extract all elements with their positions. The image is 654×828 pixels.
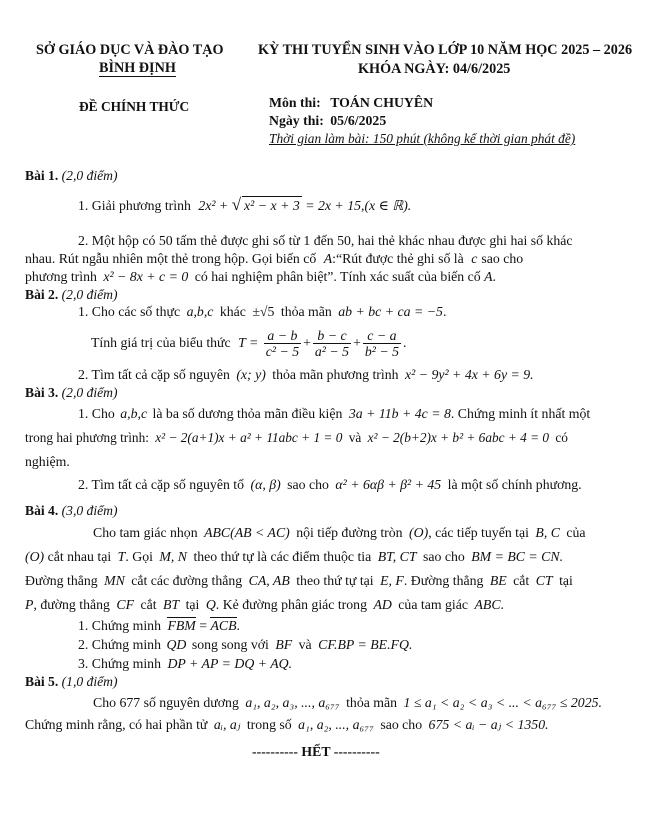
var-c: c (471, 251, 478, 266)
var-QD: QD (166, 637, 187, 652)
var-BF: BF (275, 637, 293, 652)
date-row (269, 113, 386, 129)
eq-cond2: ab + bc + ca = −5 (338, 304, 443, 319)
q-text: thỏa mãn phương trình (272, 367, 399, 382)
pm-sqrt5: ±√5 (252, 304, 275, 319)
q-text: của (566, 525, 586, 540)
var-ABC: ABC (474, 597, 501, 612)
eq-32: x² − 2(b+2)x + b² + 6abc + 4 = 0 (367, 430, 550, 445)
var-CT: CT (535, 573, 553, 588)
problem-points: (1,0 điểm) (61, 674, 118, 689)
eq-sqrt: x² − x + 3 (244, 198, 300, 213)
q-text: nhau. Rút ngẫu nhiên một thẻ trong hộp. Gọi biến cố (25, 251, 317, 266)
q-text: tại (559, 573, 573, 588)
q-text: , đường thẳng (33, 597, 110, 612)
problem-points: (2,0 điểm) (61, 287, 118, 302)
p2-q1-line2: Tính giá trị của biểu thức T = $\frac{a - b}{\text{c² − 5}}$ + $\frac{b - c}{\text{a² − 5}}$ + $\frac{c - a}{\text{b² − 5}}$ . (91, 328, 407, 360)
p5-line1 (93, 694, 602, 712)
var-O: (O) (409, 525, 429, 540)
q-text: 1. Giải phương trình (78, 198, 191, 213)
p2-q1-line1: 1. Cho các số thực a,b,c khác ±√5 thỏa mãn ab + bc + ca = −5. (78, 304, 447, 319)
var-alpha-beta: (α, β) (250, 477, 281, 492)
problem-title: Bài 4. (25, 503, 59, 518)
q-text: có hai nghiệm phân biệt”. Tính xác suất của biến cố (194, 269, 481, 284)
eq-cond52: 675 < aᵢ − aⱼ < 1350. (428, 717, 549, 732)
p3-q1-line2 (25, 429, 568, 447)
p5-line2 (25, 716, 549, 734)
q-text: Cho 677 số nguyên dương (93, 695, 239, 710)
var-CAAB: CA, AB (248, 573, 290, 588)
problem-points: (2,0 điểm) (61, 168, 118, 183)
var-MN: M, N (159, 549, 187, 564)
q-text: , các tiếp tuyến tại (428, 525, 529, 540)
date-label: Ngày thi: (269, 113, 324, 128)
time-label: Thời gian làm bài: (269, 131, 370, 146)
var-P: P (25, 597, 34, 612)
problem-points: (3,0 điểm) (61, 503, 118, 518)
q-text: 2. Tìm tất cả cặp số nguyên tố (78, 477, 245, 492)
q-text: khác (219, 304, 246, 319)
p2-q2 (78, 366, 534, 384)
q-text: 2. Tìm tất cả cặp số nguyên (78, 367, 230, 382)
q-text: sao cho (481, 251, 524, 266)
seq2: a₁, a₂, ..., a₆₇₇ (298, 717, 374, 732)
var-aiaj: aᵢ, aⱼ (213, 717, 241, 732)
var-MN: MN (104, 573, 125, 588)
eq-42: CF.BP = BE.FQ. (318, 637, 413, 652)
q-text: Chứng minh rằng, có hai phần tử (25, 717, 208, 732)
eq-22: x² − 9y² + 4x + 6y = 9. (404, 367, 534, 382)
var-T: T (117, 549, 126, 564)
q-text: là một số chính phương. (447, 477, 582, 492)
q-text: . Kẻ đường phân giác trong (215, 597, 367, 612)
q-text: Đường thẳng (25, 573, 98, 588)
p3-q2 (78, 476, 582, 494)
p4-line2 (25, 548, 563, 566)
end-marker: ---------- HẾT ---------- (252, 744, 380, 759)
eq-31: x² − 2(a+1)x + a² + 11abc + 1 = 0 (155, 430, 343, 445)
p3-q1-line1 (78, 405, 590, 423)
q-text: trong số (246, 717, 292, 732)
problem-4-heading (25, 502, 118, 520)
q-text: nghiệm. (25, 454, 70, 469)
q-text: và (348, 430, 362, 445)
q-text: nội tiếp đường tròn (296, 525, 403, 540)
q-text: Tính giá trị của biểu thức (91, 335, 231, 350)
q-text: cắt (513, 573, 530, 588)
q-text: sao cho (380, 717, 423, 732)
date: 05/6/2025 (330, 113, 387, 128)
var-CF: CF (116, 597, 135, 612)
var-abc: a,b,c (120, 406, 148, 421)
q-text: cắt các đường thẳng (131, 573, 243, 588)
problem-1-heading (25, 167, 118, 185)
var-AD: AD (373, 597, 392, 612)
q-text: của tam giác (398, 597, 469, 612)
q-text: 1. Chứng minh (78, 618, 161, 633)
p4-q3 (78, 655, 292, 673)
p1-q1: 1. Giải phương trình 2x² + √ x² − x + 3 = 2x + 15,(x ∈ ℝ). (78, 195, 412, 214)
var-O: (O) (25, 549, 45, 564)
q-text: trong hai phương trình: (25, 430, 149, 445)
eq-lhs: 2x² + (198, 198, 229, 213)
angle-ACB: ACB (210, 618, 237, 633)
q-text: theo thứ tự tại (296, 573, 374, 588)
problem-title: Bài 2. (25, 287, 59, 302)
problem-2-heading (25, 286, 118, 304)
q-text: thỏa mãn (346, 695, 398, 710)
official-label: ĐỀ CHÍNH THỨC (79, 99, 190, 114)
q-text: . Gọi (125, 549, 153, 564)
q-text: . Chứng minh ít nhất một (450, 406, 591, 421)
eq-cond5: 1 ≤ a₁ < a₂ < a₃ < ... < a₆₇₇ ≤ 2025. (403, 695, 602, 710)
q-text: 2. Chứng minh (78, 637, 161, 652)
q-text: Cho tam giác nhọn (93, 525, 198, 540)
p4-q2 (78, 636, 412, 654)
problem-5-heading (25, 673, 118, 691)
var-T: T = (238, 335, 259, 350)
problem-title: Bài 5. (25, 674, 59, 689)
var-A: A (323, 251, 333, 266)
problem-points: (2,0 điểm) (61, 385, 118, 400)
q-text: song song với (191, 637, 269, 652)
dept-name: SỞ GIÁO DỤC VÀ ĐÀO TẠO (36, 42, 224, 58)
problem-title: Bài 3. (25, 385, 59, 400)
p4-line3 (25, 572, 573, 590)
q-text: . Đường thẳng (403, 573, 484, 588)
p1-q2-line1 (78, 232, 573, 250)
q-text: phương trình (25, 269, 97, 284)
exam-date: KHÓA NGÀY: 04/6/2025 (358, 61, 511, 77)
fraction-2: $\frac{b - c}{\text{a² − 5}}$ (314, 328, 350, 360)
seq: a₁, a₂, a₃, ..., a₆₇₇ (245, 695, 340, 710)
q-text: tại (185, 597, 200, 612)
p4-line4: P, đường thẳng CF cắt BT tại Q. Kẻ đường phân giác trong AD của tam giác ABC. (25, 597, 504, 612)
subject-label: Môn thi: (269, 95, 321, 110)
q-text: 2. Một hộp có 50 tấm thẻ được ghi số từ 1 đến 50, hai thẻ khác nhau được ghi hai số khác (78, 233, 573, 248)
eq-rhs: = 2x + 15,(x ∈ ℝ). (305, 198, 412, 213)
q-text: là ba số dương thỏa mãn điều kiện (152, 406, 343, 421)
problem-3-heading (25, 384, 118, 402)
p4-q1: 1. Chứng minh FBM = ACB. (78, 618, 240, 633)
var-EF: E, F (380, 573, 404, 588)
q-text: :“Rút được thẻ ghi số là (332, 251, 464, 266)
exam-title: KỲ THI TUYỂN SINH VÀO LỚP 10 NĂM HỌC 2025 – 2026 (258, 42, 633, 58)
p3-q1-line3 (25, 453, 70, 471)
var-Q: Q (205, 597, 216, 612)
q-text: 1. Cho (78, 406, 115, 421)
angle-FBM: FBM (167, 618, 196, 633)
q-text: và (298, 637, 312, 652)
q-text: thỏa mãn (280, 304, 332, 319)
eq-43: DP + AP = DQ + AQ. (167, 656, 293, 671)
var-xy: (x; y) (236, 367, 266, 382)
fraction-3: $\frac{c - a}{\text{b² − 5}}$ (364, 328, 399, 360)
q-text: cắt nhau tại (47, 549, 112, 564)
q-text: cắt (140, 597, 157, 612)
p4-line1 (93, 524, 586, 542)
subject: TOÁN CHUYÊN (330, 95, 434, 110)
province-name: BÌNH ĐỊNH (99, 60, 176, 76)
expr-32: α² + 6αβ + β² + 45 (335, 477, 442, 492)
var-abc: a,b,c (186, 304, 214, 319)
eq-BM: BM = BC = CN. (471, 549, 564, 564)
var-BT: BT (163, 597, 180, 612)
var-ABC: ABC(AB < AC) (204, 525, 290, 540)
problem-title: Bài 1. (25, 168, 59, 183)
var-A: A (484, 269, 493, 284)
p1-q2-line2 (25, 250, 523, 268)
time-row (269, 131, 575, 147)
q-text: có (555, 430, 568, 445)
q-text: sao cho (287, 477, 329, 492)
var-BC: B, C (535, 525, 560, 540)
subject-row (269, 95, 433, 111)
time: 150 phút (không kể thời gian phát đề) (372, 131, 576, 146)
var-BTCT: BT, CT (377, 549, 417, 564)
p1-q2-line3: phương trình x² − 8x + c = 0 có hai nghiệm phân biệt”. Tính xác suất của biến cố A. (25, 269, 496, 284)
q-text: sao cho (423, 549, 465, 564)
q-text: 1. Cho các số thực (78, 304, 181, 319)
var-BE: BE (489, 573, 507, 588)
eq-cond3: 3a + 11b + 4c = 8 (348, 406, 451, 421)
q-text: 3. Chứng minh (78, 656, 161, 671)
q-text: theo thứ tự là các điểm thuộc tia (193, 549, 372, 564)
eq-quad: x² − 8x + c = 0 (103, 269, 189, 284)
fraction-1: $\frac{a - b}{\text{c² − 5}}$ (265, 328, 300, 360)
